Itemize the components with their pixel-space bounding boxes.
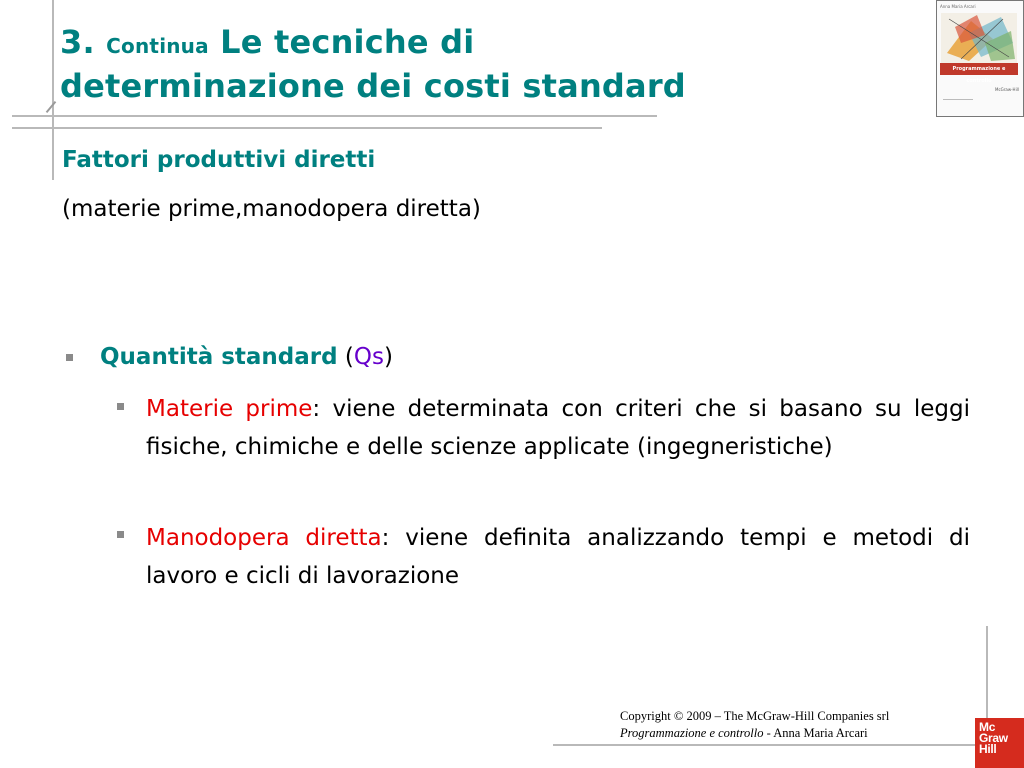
- sub-bullet-text: : viene determinata con criteri che si basano su leggi fisiche, chimiche e delle scienze applicate (ingegneristiche): [146, 396, 970, 460]
- book-cover-artwork: [941, 13, 1017, 63]
- title-number: 3.: [60, 23, 95, 61]
- footer-author: Anna Maria Arcari: [773, 726, 868, 740]
- book-cover-footer-rule: [943, 99, 973, 110]
- logo-line1: Mc: [979, 720, 996, 734]
- book-cover-title: Programmazione e controllo: [940, 63, 1018, 75]
- sub-bullet-text: : viene definita analizzando tempi e metodi di lavoro e cicli di lavorazione: [146, 525, 971, 589]
- bullet-main-label: Quantità standard: [100, 344, 338, 370]
- decorative-horizontal-line-bottom: [553, 744, 978, 746]
- bullet-main-open: (: [337, 344, 354, 370]
- sub-bullet-materie-prime: [146, 390, 970, 466]
- sub-bullet-label: Manodopera diretta: [146, 525, 382, 551]
- footer-separator: -: [763, 726, 774, 740]
- decorative-vertical-line-top: [52, 0, 54, 180]
- book-cover-publisher: McGraw-Hill: [995, 87, 1019, 92]
- title-line1: Le tecniche di: [220, 23, 475, 61]
- section-subheading: (materie prime,manodopera diretta): [62, 196, 481, 222]
- book-cover-image: [936, 0, 1024, 117]
- bullet-square-icon: [117, 531, 124, 538]
- title-line2: determinazione dei costi standard: [60, 67, 686, 105]
- bullet-square-icon: [117, 403, 124, 410]
- section-heading: Fattori produttivi diretti: [62, 147, 376, 173]
- footer-copyright-line: Copyright © 2009 – The McGraw-Hill Companies srl: [620, 709, 890, 723]
- mcgraw-hill-logo: [975, 718, 1024, 768]
- bullet-square-icon: [66, 354, 73, 361]
- decorative-tick: [46, 101, 57, 113]
- sub-bullet-label: Materie prime: [146, 396, 313, 422]
- logo-line3: Hill: [979, 742, 997, 756]
- logo-line2: Graw: [979, 731, 1008, 745]
- book-cover-author: Anna Maria Arcari: [940, 4, 976, 9]
- bullet-main-close: ): [383, 344, 393, 370]
- sub-bullet-manodopera: [146, 519, 970, 595]
- bullet-main-code: Qs: [353, 344, 384, 370]
- decorative-horizontal-line-1: [12, 115, 657, 117]
- bullet-main: [100, 341, 393, 373]
- footer-copyright: [620, 708, 889, 742]
- decorative-horizontal-line-2: [12, 127, 602, 129]
- slide-title: [60, 22, 820, 106]
- title-continua: Continua: [106, 34, 209, 58]
- footer-book-title: Programmazione e controllo: [620, 726, 764, 740]
